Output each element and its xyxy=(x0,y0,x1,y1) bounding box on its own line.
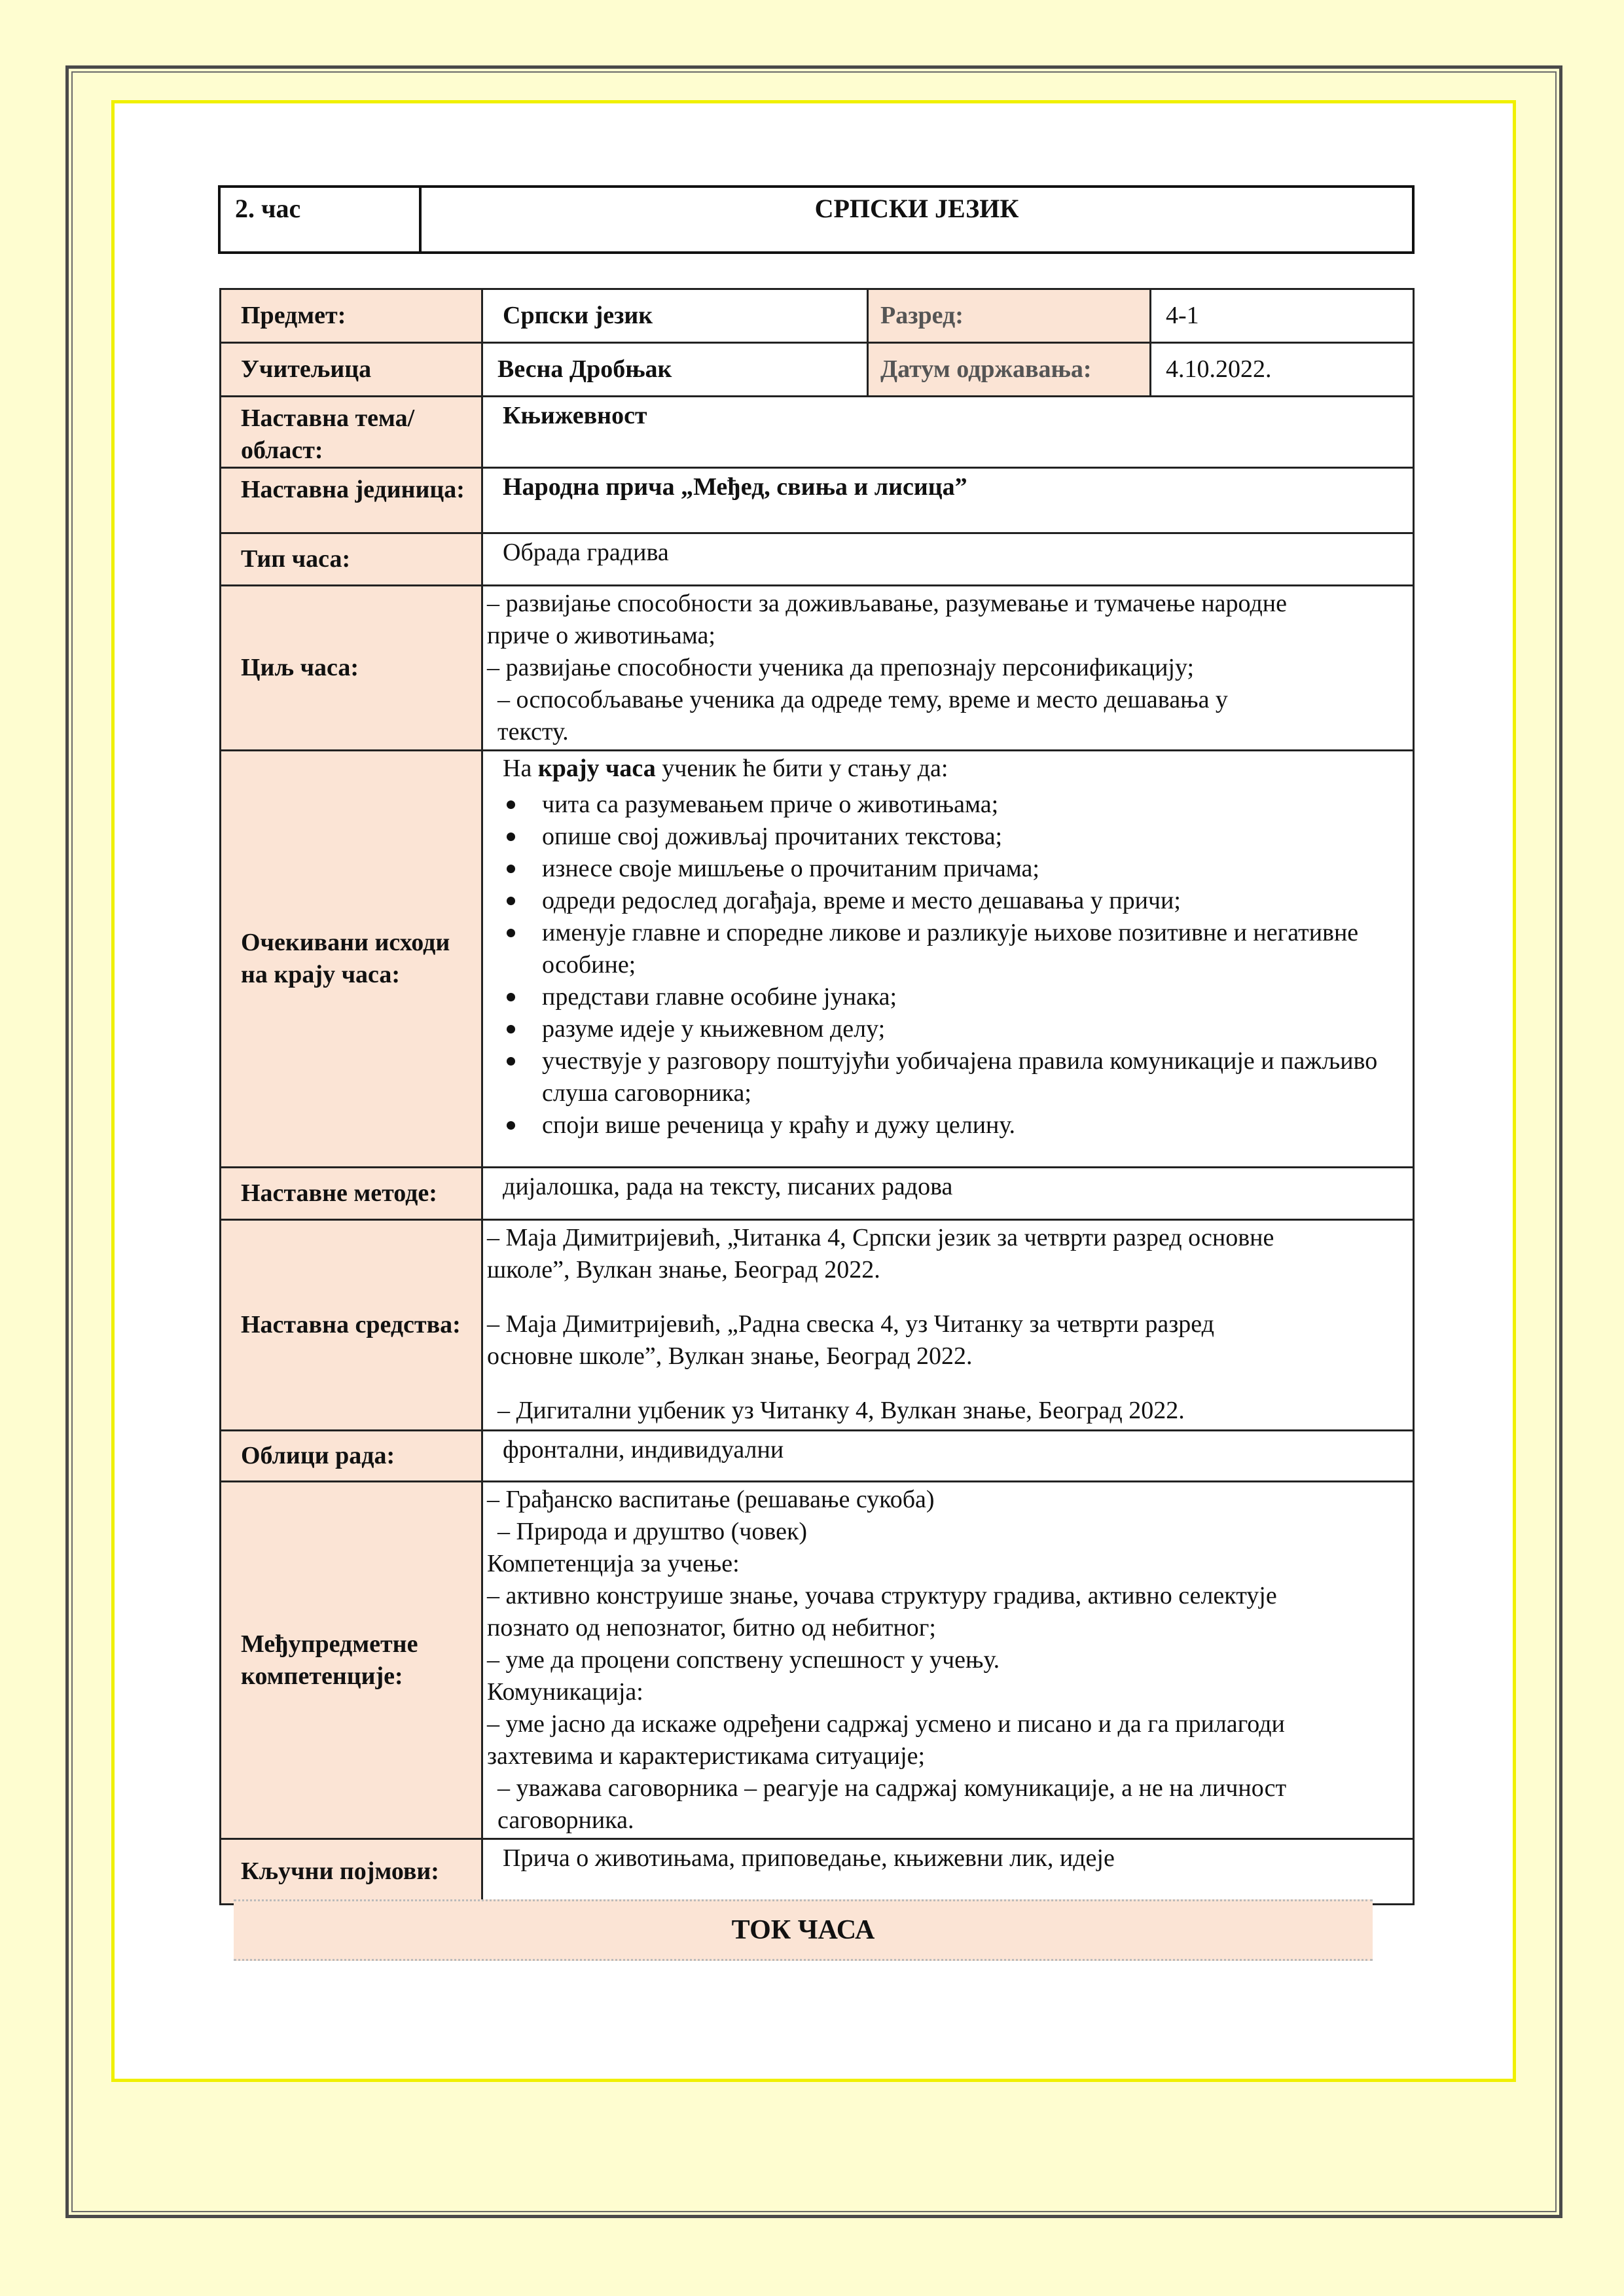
resources-label: Наставна средства: xyxy=(221,1220,482,1431)
outcome-item: разуме идеје у књижевном делу; xyxy=(542,1013,1398,1045)
topic-label: Наставна тема/област: xyxy=(221,397,482,468)
outcomes-intro xyxy=(503,753,1398,785)
competency-line: захтевима и карактеристикама ситуације; xyxy=(487,1742,926,1770)
competency-line: – активно конструише знање, уочава структуру градива, активно селектује xyxy=(487,1582,1277,1609)
lesson-type-value: Обрада градива xyxy=(482,533,1414,586)
resource-line: – Маја Димитријевић, „Читанка 4, Српски језик за четврти разред основне xyxy=(487,1224,1274,1251)
lesson-header-table xyxy=(218,185,1415,254)
resource-line: школе”, Вулкан знање, Београд 2022. xyxy=(487,1256,880,1283)
subject-title: СРПСКИ ЈЕЗИК xyxy=(420,187,1413,253)
row-methods xyxy=(221,1168,1414,1220)
outcome-item: споји више реченица у краћу и дужу целину. xyxy=(542,1109,1398,1141)
work-forms-label: Облици рада: xyxy=(221,1431,482,1482)
outcome-item: изнесе своје мишљење о прочитаним причама; xyxy=(542,853,1398,885)
unit-value: Народна прича „Међед, свиња и лисица” xyxy=(482,468,1414,533)
row-unit xyxy=(221,468,1414,533)
outcome-item: чита са разумевањем приче о животињама; xyxy=(542,789,1398,821)
lesson-type-label: Тип часа: xyxy=(221,533,482,586)
methods-value: дијалошка, рада на тексту, писаних радова xyxy=(482,1168,1414,1220)
topic-value: Књижевност xyxy=(482,397,1414,468)
competency-line: Комуникација: xyxy=(487,1678,643,1706)
outcome-item: именује главне и споредне ликове и разликује њихове позитивне и негативне особине; xyxy=(542,917,1398,981)
competency-line: – Грађанско васпитање (решавање сукоба) xyxy=(487,1486,935,1513)
row-competencies xyxy=(221,1482,1414,1839)
goal-line: – развијање способности за доживљавање, разумевање и тумачење народне xyxy=(487,590,1287,617)
date-label: Датум одржавања: xyxy=(868,343,1151,397)
outcomes-intro-suffix: ученик ће бити у стању да: xyxy=(662,755,948,782)
grade-value: 4-1 xyxy=(1151,289,1414,343)
resource-line: основне школе”, Вулкан знање, Београд 2022. xyxy=(487,1342,973,1370)
teacher-value: Весна Дробњак xyxy=(482,343,868,397)
goal-line: – развијање способности ученика да препознају персонификацију; xyxy=(487,654,1195,681)
competency-line: познато од непознатог, битно од небитног; xyxy=(487,1614,936,1641)
date-value: 4.10.2022. xyxy=(1151,343,1414,397)
row-lesson-type xyxy=(221,533,1414,586)
lesson-flow-heading: ТОК ЧАСА xyxy=(234,1899,1373,1961)
unit-label: Наставна јединица: xyxy=(221,468,482,533)
row-topic xyxy=(221,397,1414,468)
row-subject-grade xyxy=(221,289,1414,343)
competencies-text xyxy=(482,1482,1414,1839)
row-outcomes xyxy=(221,751,1414,1168)
outcomes-list xyxy=(503,789,1398,1141)
subject-value: Српски језик xyxy=(482,289,868,343)
row-key-terms xyxy=(221,1839,1414,1905)
outcome-item: опише свој доживљај прочитаних текстова; xyxy=(542,821,1398,853)
outcome-item: учествује у разговору поштујући уобичајена правила комуникације и пажљиво слуша саговорника; xyxy=(542,1045,1398,1109)
outcomes-intro-prefix: На xyxy=(503,755,532,782)
competency-line: саговорника. xyxy=(497,1806,634,1834)
outcomes-intro-bold: крају часа xyxy=(537,755,656,782)
outcome-item: одреди редослед догађаја, време и место дешавања у причи; xyxy=(542,885,1398,917)
competencies-label: Међупредметне компетенције: xyxy=(221,1482,482,1839)
goal-line: приче о животињама; xyxy=(487,622,715,649)
competency-line: – уважава саговорника – реагује на садржај комуникације, а не на личност xyxy=(497,1774,1287,1802)
key-terms-label: Кључни појмови: xyxy=(221,1839,482,1905)
outcomes-cell xyxy=(482,751,1414,1168)
outcome-item: представи главне особине јунака; xyxy=(542,981,1398,1013)
lesson-plan-table xyxy=(219,288,1415,1905)
subject-label: Предмет: xyxy=(221,289,482,343)
lesson-number: 2. час xyxy=(219,187,420,253)
outcomes-label: Очекивани исходи на крају часа: xyxy=(221,751,482,1168)
grade-label: Разред: xyxy=(868,289,1151,343)
key-terms-value: Прича о животињама, приповедање, књижевни лик, идеје xyxy=(482,1839,1414,1905)
row-resources xyxy=(221,1220,1414,1431)
competency-line: – уме јасно да искаже одређени садржај усмено и писано и да га прилагоди xyxy=(487,1710,1285,1738)
work-forms-value: фронтални, индивидуални xyxy=(482,1431,1414,1482)
goal-line: тексту. xyxy=(497,718,569,745)
methods-label: Наставне методе: xyxy=(221,1168,482,1220)
resources-text xyxy=(482,1220,1414,1431)
row-teacher-date xyxy=(221,343,1414,397)
teacher-label: Учитељица xyxy=(221,343,482,397)
resource-line: – Дигитални уџбеник уз Читанку 4, Вулкан знање, Београд 2022. xyxy=(497,1397,1185,1424)
goal-line: – оспособљавање ученика да одреде тему, време и место дешавања у xyxy=(497,686,1228,713)
goal-label: Циљ часа: xyxy=(221,586,482,751)
row-goal xyxy=(221,586,1414,751)
resource-line: – Маја Димитријевић, „Радна свеска 4, уз Читанку за четврти разред xyxy=(487,1310,1214,1338)
goal-text xyxy=(482,586,1414,751)
competency-line: Компетенција за учење: xyxy=(487,1550,740,1577)
row-work-forms xyxy=(221,1431,1414,1482)
competency-line: – уме да процени сопствену успешност у учењу. xyxy=(487,1646,1000,1674)
competency-line: – Природа и друштво (човек) xyxy=(497,1518,808,1545)
